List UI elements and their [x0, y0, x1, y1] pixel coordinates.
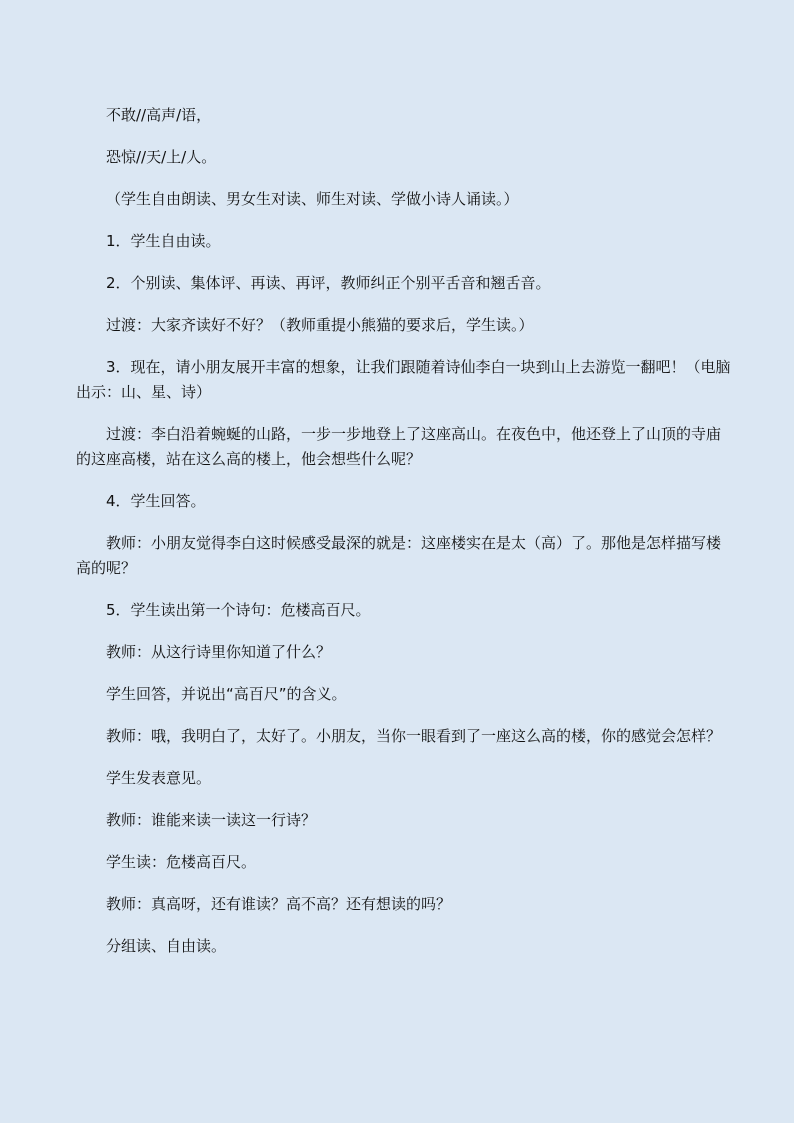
paragraph: 教师：从这行诗里你知道了什么？ [106, 643, 332, 661]
paragraph: （学生自由朗读、男女生对读、师生对读、学做小诗人诵读。） [106, 190, 519, 208]
paragraph: 4．学生回答。 [106, 492, 206, 510]
paragraph: 教师：谁能来读一读这一行诗？ [106, 811, 317, 829]
paragraph: 1．学生自由读。 [106, 232, 221, 250]
paragraph: 2．个别读、集体评、再读、再评，教师纠正个别平舌音和翘舌音。 [106, 274, 551, 292]
paragraph: 恐惊//天/上/人。 [106, 148, 217, 166]
paragraph: 5．学生读出第一个诗句：危楼高百尺。 [106, 601, 371, 619]
paragraph: 学生回答，并说出“高百尺”的含义。 [106, 685, 347, 703]
paragraph: 教师：小朋友觉得李白这时候感受最深的就是：这座楼实在是太（高）了。那他是怎样描写楼高的呢？ [76, 534, 722, 577]
paragraph: 教师：哦，我明白了，太好了。小朋友，当你一眼看到了一座这么高的楼，你的感觉会怎样？ [106, 727, 722, 745]
paragraph: 不敢//高声/语， [106, 106, 212, 124]
paragraph: 分组读、自由读。 [106, 937, 227, 955]
paragraph: 学生读：危楼高百尺。 [106, 853, 257, 871]
paragraph: 过渡：大家齐读好不好？（教师重提小熊猫的要求后，学生读。） [106, 316, 534, 334]
paragraph: 教师：真高呀，还有谁读？高不高？还有想读的吗？ [106, 895, 452, 913]
paragraph: 学生发表意见。 [106, 769, 212, 787]
paragraph: 3．现在，请小朋友展开丰富的想象，让我们跟随着诗仙李白一块到山上去游览一翻吧！（电脑出示：山、星、诗） [76, 358, 731, 401]
paragraph: 过渡：李白沿着蜿蜒的山路，一步一步地登上了这座高山。在夜色中，他还登上了山顶的寺庙的这座高楼，站在这么高的楼上，他会想些什么呢？ [76, 425, 722, 468]
